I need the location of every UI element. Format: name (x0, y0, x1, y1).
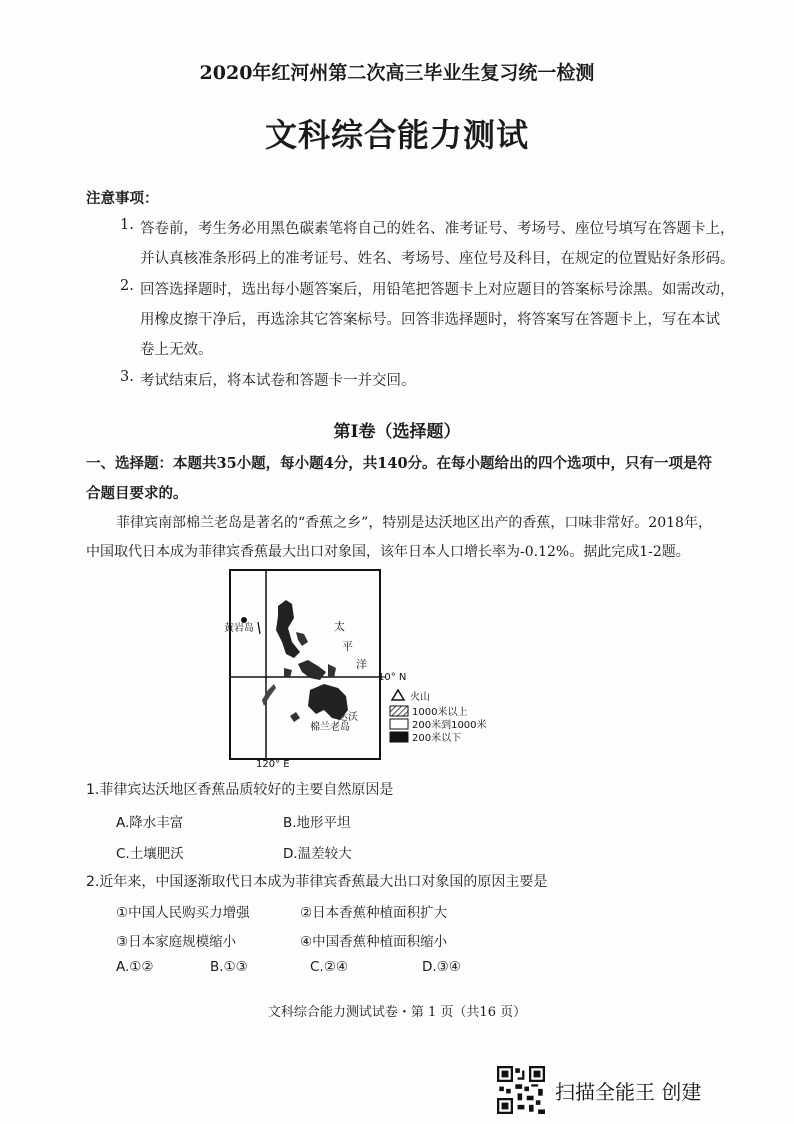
instruction-line-2: 合题目要求的。 (86, 485, 188, 502)
question-1-option-b: B.地形平坦 (283, 815, 351, 831)
question-2-option-c: C.②④ (310, 959, 348, 975)
volcano-icon (392, 690, 404, 700)
question-1-option-c: C.土壤肥沃 (116, 846, 184, 862)
label-ping: 平 (342, 640, 353, 653)
label-davao: 达沃 (338, 712, 358, 723)
notice-1-line-2: 并认真核准条形码上的准考证号、姓名、考场号、座位号及科目，在规定的位置贴好条形码。 (140, 251, 735, 267)
instruction-line-1: 一、选择题：本题共35小题，每小题4分，共140分。在每小题给出的四个选项中，只有一项是符 (86, 455, 713, 472)
question-2-item-2: ②日本香蕉种植面积扩大 (300, 905, 448, 921)
svg-text:200米到1000米: 200米到1000米 (412, 720, 487, 731)
label-mindanao: 棉兰老岛 (310, 722, 350, 733)
question-2-item-3: ③日本家庭规模缩小 (116, 934, 237, 950)
question-2-item-1: ①中国人民购买力增强 (116, 905, 250, 921)
notice-1-number: 1. (120, 217, 134, 233)
luzon-island (276, 600, 300, 658)
scanner-watermark (497, 1064, 701, 1116)
page-footer: 文科综合能力测试试卷・第 1 页（共16 页） (267, 1005, 527, 1020)
label-yang: 洋 (356, 658, 367, 671)
legend-swatch-mid (390, 719, 408, 729)
svg-text:1000米以上: 1000米以上 (412, 707, 468, 718)
label-tai: 太 (334, 620, 345, 633)
qr-code-icon (497, 1066, 545, 1114)
notice-3-line-1: 考试结束后，将本试卷和答题卡一并交回。 (140, 373, 416, 389)
label-10n: 10° N (378, 672, 407, 683)
question-2-option-d: D.③④ (422, 959, 461, 975)
question-1-option-a: A.降水丰富 (116, 815, 184, 831)
question-2-option-a: A.①② (116, 959, 154, 975)
legend-swatch-high (390, 706, 408, 716)
question-2-item-4: ④中国香蕉种植面积缩小 (300, 934, 448, 950)
section-title: 第Ⅰ卷（选择题） (333, 422, 461, 442)
notice-3-number: 3. (120, 369, 134, 385)
scanner-brand: 扫描全能王 创建 (555, 1079, 702, 1104)
passage-line-1: 菲律宾南部棉兰老岛是著名的“香蕉之乡”，特别是达沃地区出产的香蕉，口味非常好。2018年， (116, 515, 712, 531)
notice-heading: 注意事项： (86, 190, 159, 207)
svg-text:火山: 火山 (410, 692, 430, 703)
notice-1-line-1: 答卷前，考生务必用黑色碳素笔将自己的姓名、准考证号、考场号、座位号填写在答题卡上， (140, 221, 735, 237)
label-huangyan-island: 黄岩岛 (224, 623, 254, 634)
map-legend (390, 690, 487, 744)
palawan-island (262, 684, 276, 706)
question-2: 2.近年来，中国逐渐取代日本成为菲律宾香蕉最大出口对象国的原因主要是 (86, 874, 548, 890)
question-2-option-b: B.①③ (210, 959, 248, 975)
label-120e: 120° E (256, 759, 290, 770)
notice-2-number: 2. (120, 278, 134, 294)
notice-2-line-2: 用橡皮擦干净后，再选涂其它答案标号。回答非选择题时，将答案写在答题卡上，写在本试 (140, 312, 720, 328)
svg-text:200米以下: 200米以下 (412, 733, 462, 744)
notice-2-line-1: 回答选择题时，选出每小题答案后，用铅笔把答题卡上对应题目的答案标号涂黑。如需改动， (140, 282, 735, 298)
legend-swatch-low (390, 732, 408, 742)
question-1-option-d: D.温差较大 (283, 846, 352, 862)
notice-2-line-3: 卷上无效。 (140, 342, 213, 358)
question-1: 1.菲律宾达沃地区香蕉品质较好的主要自然原因是 (86, 782, 394, 798)
exam-header: 2020年红河州第二次高三毕业生复习统一检测 (199, 62, 595, 84)
philippines-map (224, 568, 518, 770)
passage-line-2: 中国取代日本成为菲律宾香蕉最大出口对象国，该年日本人口增长率为-0.12%。据此完成1-2题。 (86, 544, 690, 560)
exam-title: 文科综合能力测试 (264, 116, 529, 154)
